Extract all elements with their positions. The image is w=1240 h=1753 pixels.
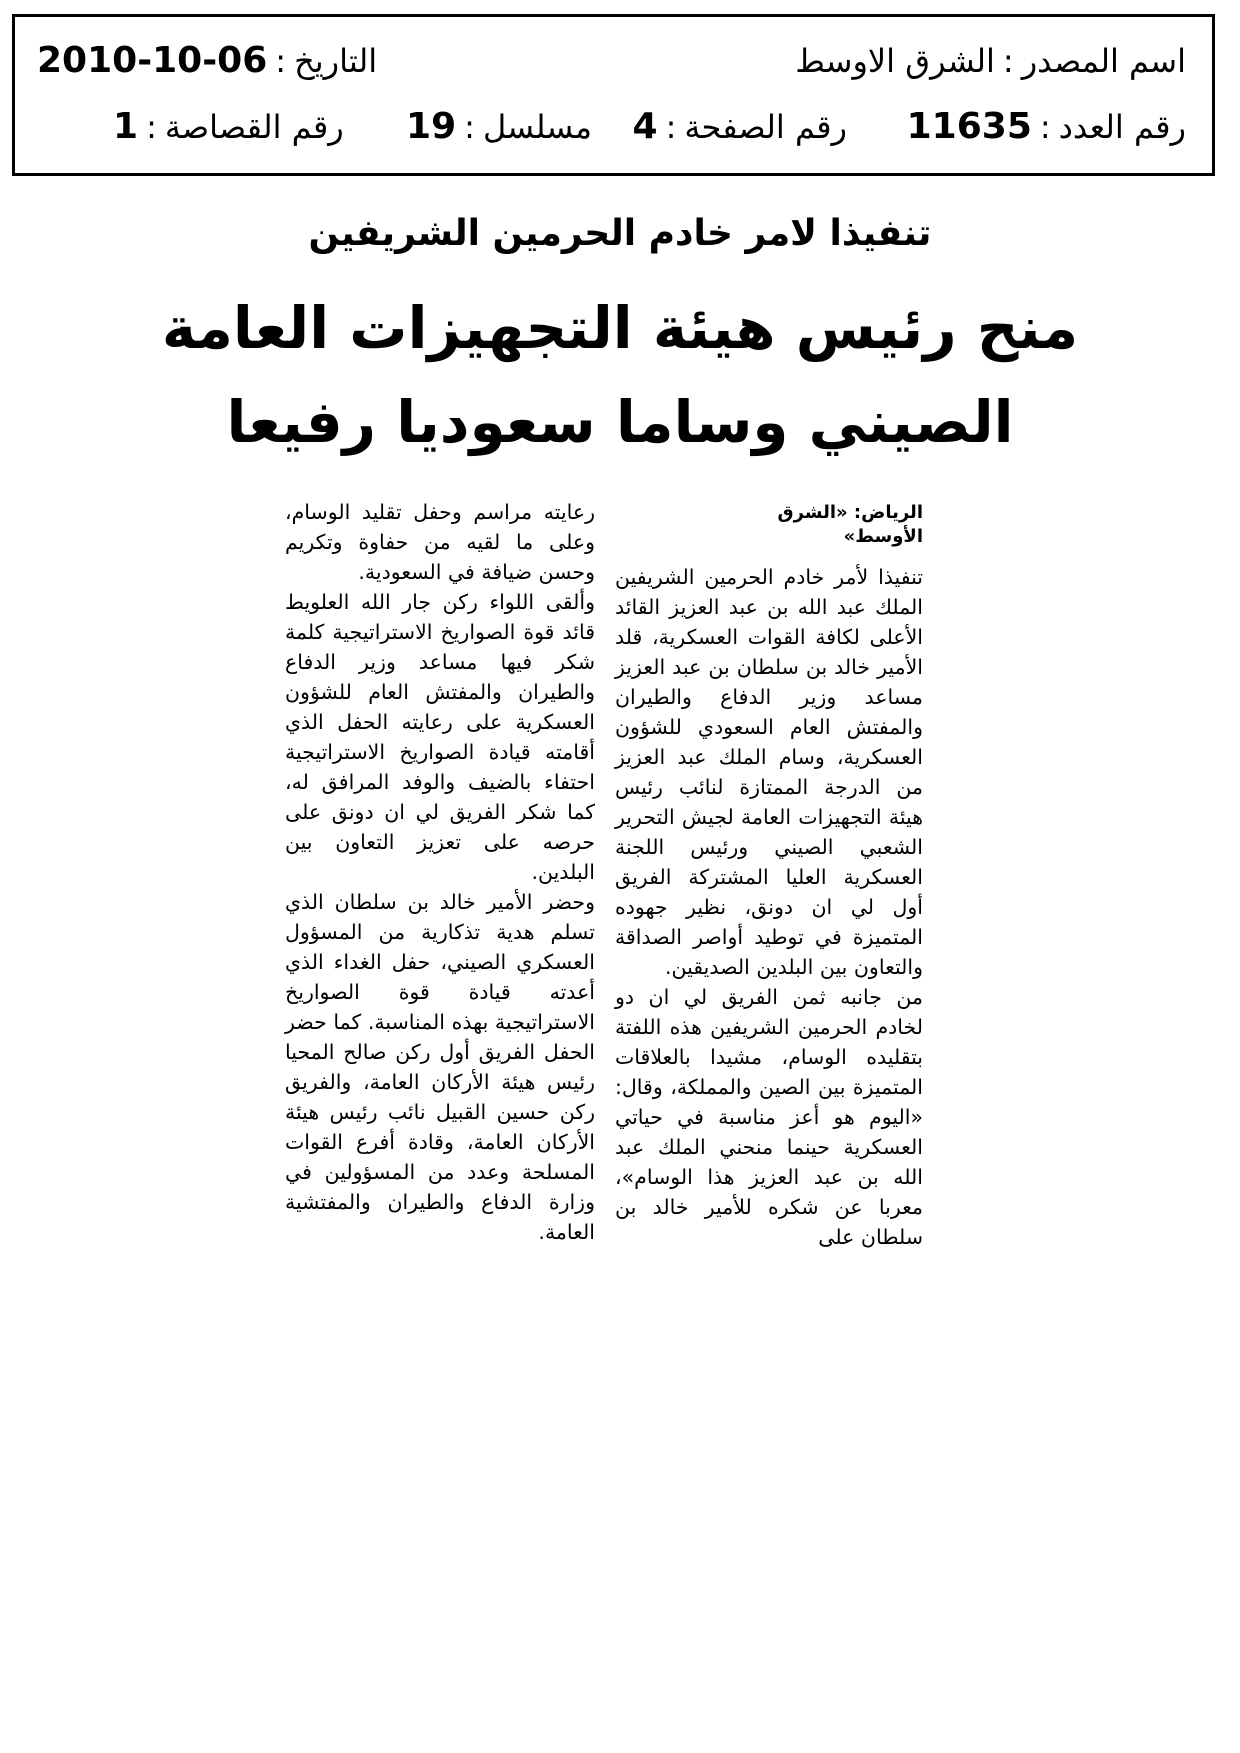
article-column-right bbox=[615, 562, 923, 1252]
issue-field bbox=[907, 107, 1186, 147]
article-column-left bbox=[285, 497, 595, 1247]
left-paragraph-1: رعايته مراسم وحفل تقليد الوسام، وعلى ما لقيه من حفاوة وتكريم وحسن ضيافة في السعودية. bbox=[285, 500, 595, 584]
article-headline-line-2: الصيني وساما سعوديا رفيعا bbox=[226, 388, 1014, 456]
clipping-label: رقم القصاصة bbox=[164, 108, 344, 146]
left-paragraph-2: وألقى اللواء ركن جار الله العلويط قائد قوة الصواريخ الاستراتيجية كلمة شكر فيها مساعد وزير الدفاع والطيران والمفتش العام للشؤون العسكرية على رعايته الحفل الذي أقامته قيادة الصواريخ الاستراتيجية احتفاء بالضيف والوفد المرافق له، كما شكر الفريق لي ان دونق على حرصه على تعزيز التعاون بين البلدين. bbox=[285, 590, 595, 884]
date-field bbox=[37, 41, 377, 81]
right-paragraph-1: تنفيذا لأمر خادم الحرمين الشريفين الملك عبد الله بن عبد العزيز القائد الأعلى لكافة القوات العسكرية، قلد الأمير خالد بن سلطان بن عبد العزيز مساعد وزير الدفاع والطيران والمفتش العام السعودي للشؤون العسكرية، وسام الملك عبد العزيز من الدرجة الممتازة لنائب رئيس هيئة التجهيزات العامة لجيش التحرير الشعبي الصيني ورئيس اللجنة العسكرية العليا المشتركة الفريق أول لي ان دونق، نظير جهوده المتميزة في توطيد أواصر الصداقة والتعاون بين البلدين الصديقين. bbox=[615, 565, 923, 979]
issue-value: 11635 bbox=[906, 106, 1032, 147]
clipping-separator: : bbox=[146, 108, 157, 146]
serial-label: مسلسل bbox=[482, 108, 592, 146]
serial-separator: : bbox=[464, 108, 475, 146]
article-headline-line-1: منح رئيس هيئة التجهيزات العامة bbox=[161, 294, 1079, 362]
serial-field bbox=[406, 107, 592, 147]
page-field bbox=[633, 107, 847, 147]
source-value: الشرق الاوسط bbox=[795, 42, 995, 80]
clipping-value: 1 bbox=[113, 106, 139, 147]
date-separator: : bbox=[275, 42, 287, 80]
date-label: التاريخ bbox=[294, 42, 378, 80]
issue-separator: : bbox=[1039, 108, 1051, 146]
source-field bbox=[795, 41, 1186, 81]
clipping-field bbox=[113, 107, 344, 147]
date-value: 2010-10-06 bbox=[37, 40, 268, 81]
serial-value: 19 bbox=[406, 106, 457, 147]
page-label: رقم الصفحة bbox=[684, 108, 847, 146]
source-label: اسم المصدر bbox=[1021, 42, 1186, 80]
article-byline: الرياض: «الشرق الأوسط» bbox=[777, 502, 923, 547]
clipping-header bbox=[12, 14, 1215, 176]
issue-label: رقم العدد bbox=[1058, 108, 1186, 146]
right-paragraph-2: من جانبه ثمن الفريق لي ان دو لخادم الحرمين الشريفين هذه اللفتة بتقليده الوسام، مشيدا بالعلاقات المتميزة بين الصين والمملكة، وقال: «اليوم هو أعز مناسبة في حياتي العسكرية حينما منحني الملك عبد الله بن عبد العزيز هذا الوسام»، معربا عن شكره للأمير خالد بن سلطان على bbox=[615, 985, 923, 1249]
page-separator: : bbox=[665, 108, 677, 146]
left-paragraph-3: وحضر الأمير خالد بن سلطان الذي تسلم هدية تذكارية من المسؤول العسكري الصيني، حفل الغداء الذي أعدته قيادة قوة الصواريخ الاستراتيجية بهذه المناسبة. كما حضر الحفل الفريق أول ركن صالح المحيا رئيس هيئة الأركان العامة، والفريق ركن حسين القبيل نائب رئيس هيئة الأركان العامة، وقادة أفرع القوات المسلحة وعدد من المسؤولين في وزارة الدفاع والطيران والمفتشية العامة. bbox=[285, 890, 595, 1244]
source-separator: : bbox=[1002, 42, 1014, 80]
article-kicker: تنفيذا لامر خادم الحرمين الشريفين bbox=[308, 213, 932, 254]
page-value: 4 bbox=[632, 106, 658, 147]
